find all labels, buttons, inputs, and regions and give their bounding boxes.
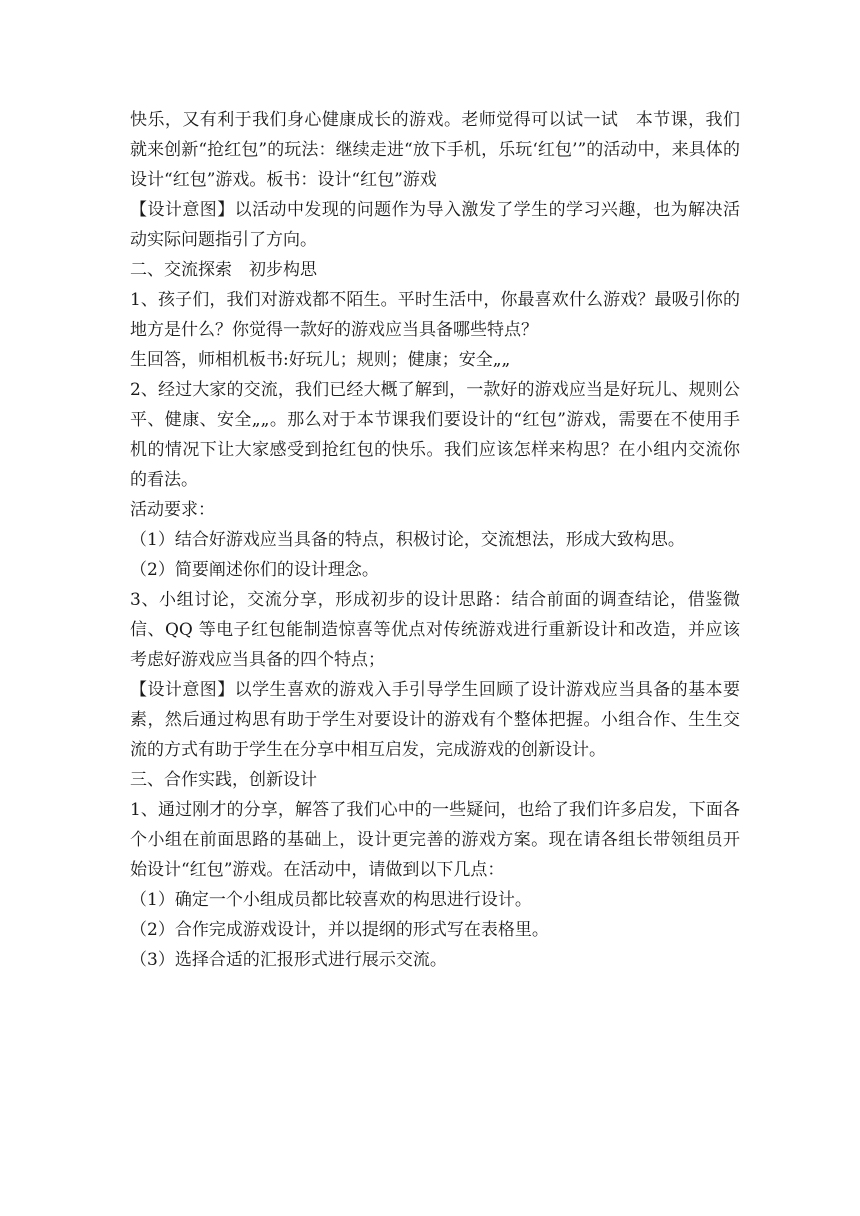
paragraph-practice-1: 1、通过刚才的分享，解答了我们心中的一些疑问，也给了我们许多启发，下面各个小组在前面思路的基础上，设计更完善的游戏方案。现在请各组长带领组员开始设计“红包”游戏。在活动中，请做到以下几点： bbox=[130, 800, 740, 880]
paragraph-design-intent-1: 【设计意图】以活动中发现的问题作为导入激发了学生的学习兴趣，也为解决活动实际问题指引了方向。 bbox=[130, 200, 740, 250]
paragraph-student-answer: 生回答，师相机板书:好玩儿；规则；健康；安全„„ bbox=[130, 350, 511, 370]
paragraph-step-2: 2、经过大家的交流，我们已经大概了解到，一款好的游戏应当是好玩儿、规则公平、健康、安全„„。那么对于本节课我们要设计的“红包”游戏，需要在不使用手机的情况下让大家感受到抢红包的快乐。我们应该怎样来构思？在小组内交流你的看法。 bbox=[130, 380, 740, 490]
list-item-practice-3: （3）选择合适的汇报形式进行展示交流。 bbox=[130, 950, 447, 970]
list-item-requirement-2: （2）简要阐述你们的设计理念。 bbox=[130, 560, 379, 580]
list-item-practice-2: （2）合作完成游戏设计，并以提纲的形式写在表格里。 bbox=[130, 920, 549, 940]
list-item-requirement-1: （1）结合好游戏应当具备的特点，积极讨论，交流想法，形成大致构思。 bbox=[130, 530, 685, 550]
paragraph-intro-continuation: 快乐，又有利于我们身心健康成长的游戏。老师觉得可以试一试 本节课，我们就来创新“抢红包”的玩法：继续走进“放下手机，乐玩‘红包’”的活动中，来具体的设计“红包”游戏。板书：设计“红包”游戏 bbox=[130, 110, 740, 190]
section-heading-3: 三、合作实践，创新设计 bbox=[130, 770, 317, 790]
paragraph-question-1: 1、孩子们，我们对游戏都不陌生。平时生活中，你最喜欢什么游戏？最吸引你的地方是什么？你觉得一款好的游戏应当具备哪些特点？ bbox=[130, 290, 740, 340]
paragraph-design-intent-2: 【设计意图】以学生喜欢的游戏入手引导学生回顾了设计游戏应当具备的基本要素，然后通过构思有助于学生对要设计的游戏有个整体把握。小组合作、生生交流的方式有助于学生在分享中相互启发，完成游戏的创新设计。 bbox=[130, 680, 740, 760]
list-item-practice-1: （1）确定一个小组成员都比较喜欢的构思进行设计。 bbox=[130, 890, 532, 910]
paragraph-activity-requirements: 活动要求： bbox=[130, 500, 215, 520]
section-heading-2: 二、交流探索 初步构思 bbox=[130, 260, 317, 280]
paragraph-step-3: 3、小组讨论，交流分享，形成初步的设计思路：结合前面的调查结论，借鉴微信、QQ 等电子红包能制造惊喜等优点对传统游戏进行重新设计和改造，并应该考虑好游戏应当具备的四个特点； bbox=[130, 590, 740, 670]
document-body bbox=[130, 105, 740, 975]
